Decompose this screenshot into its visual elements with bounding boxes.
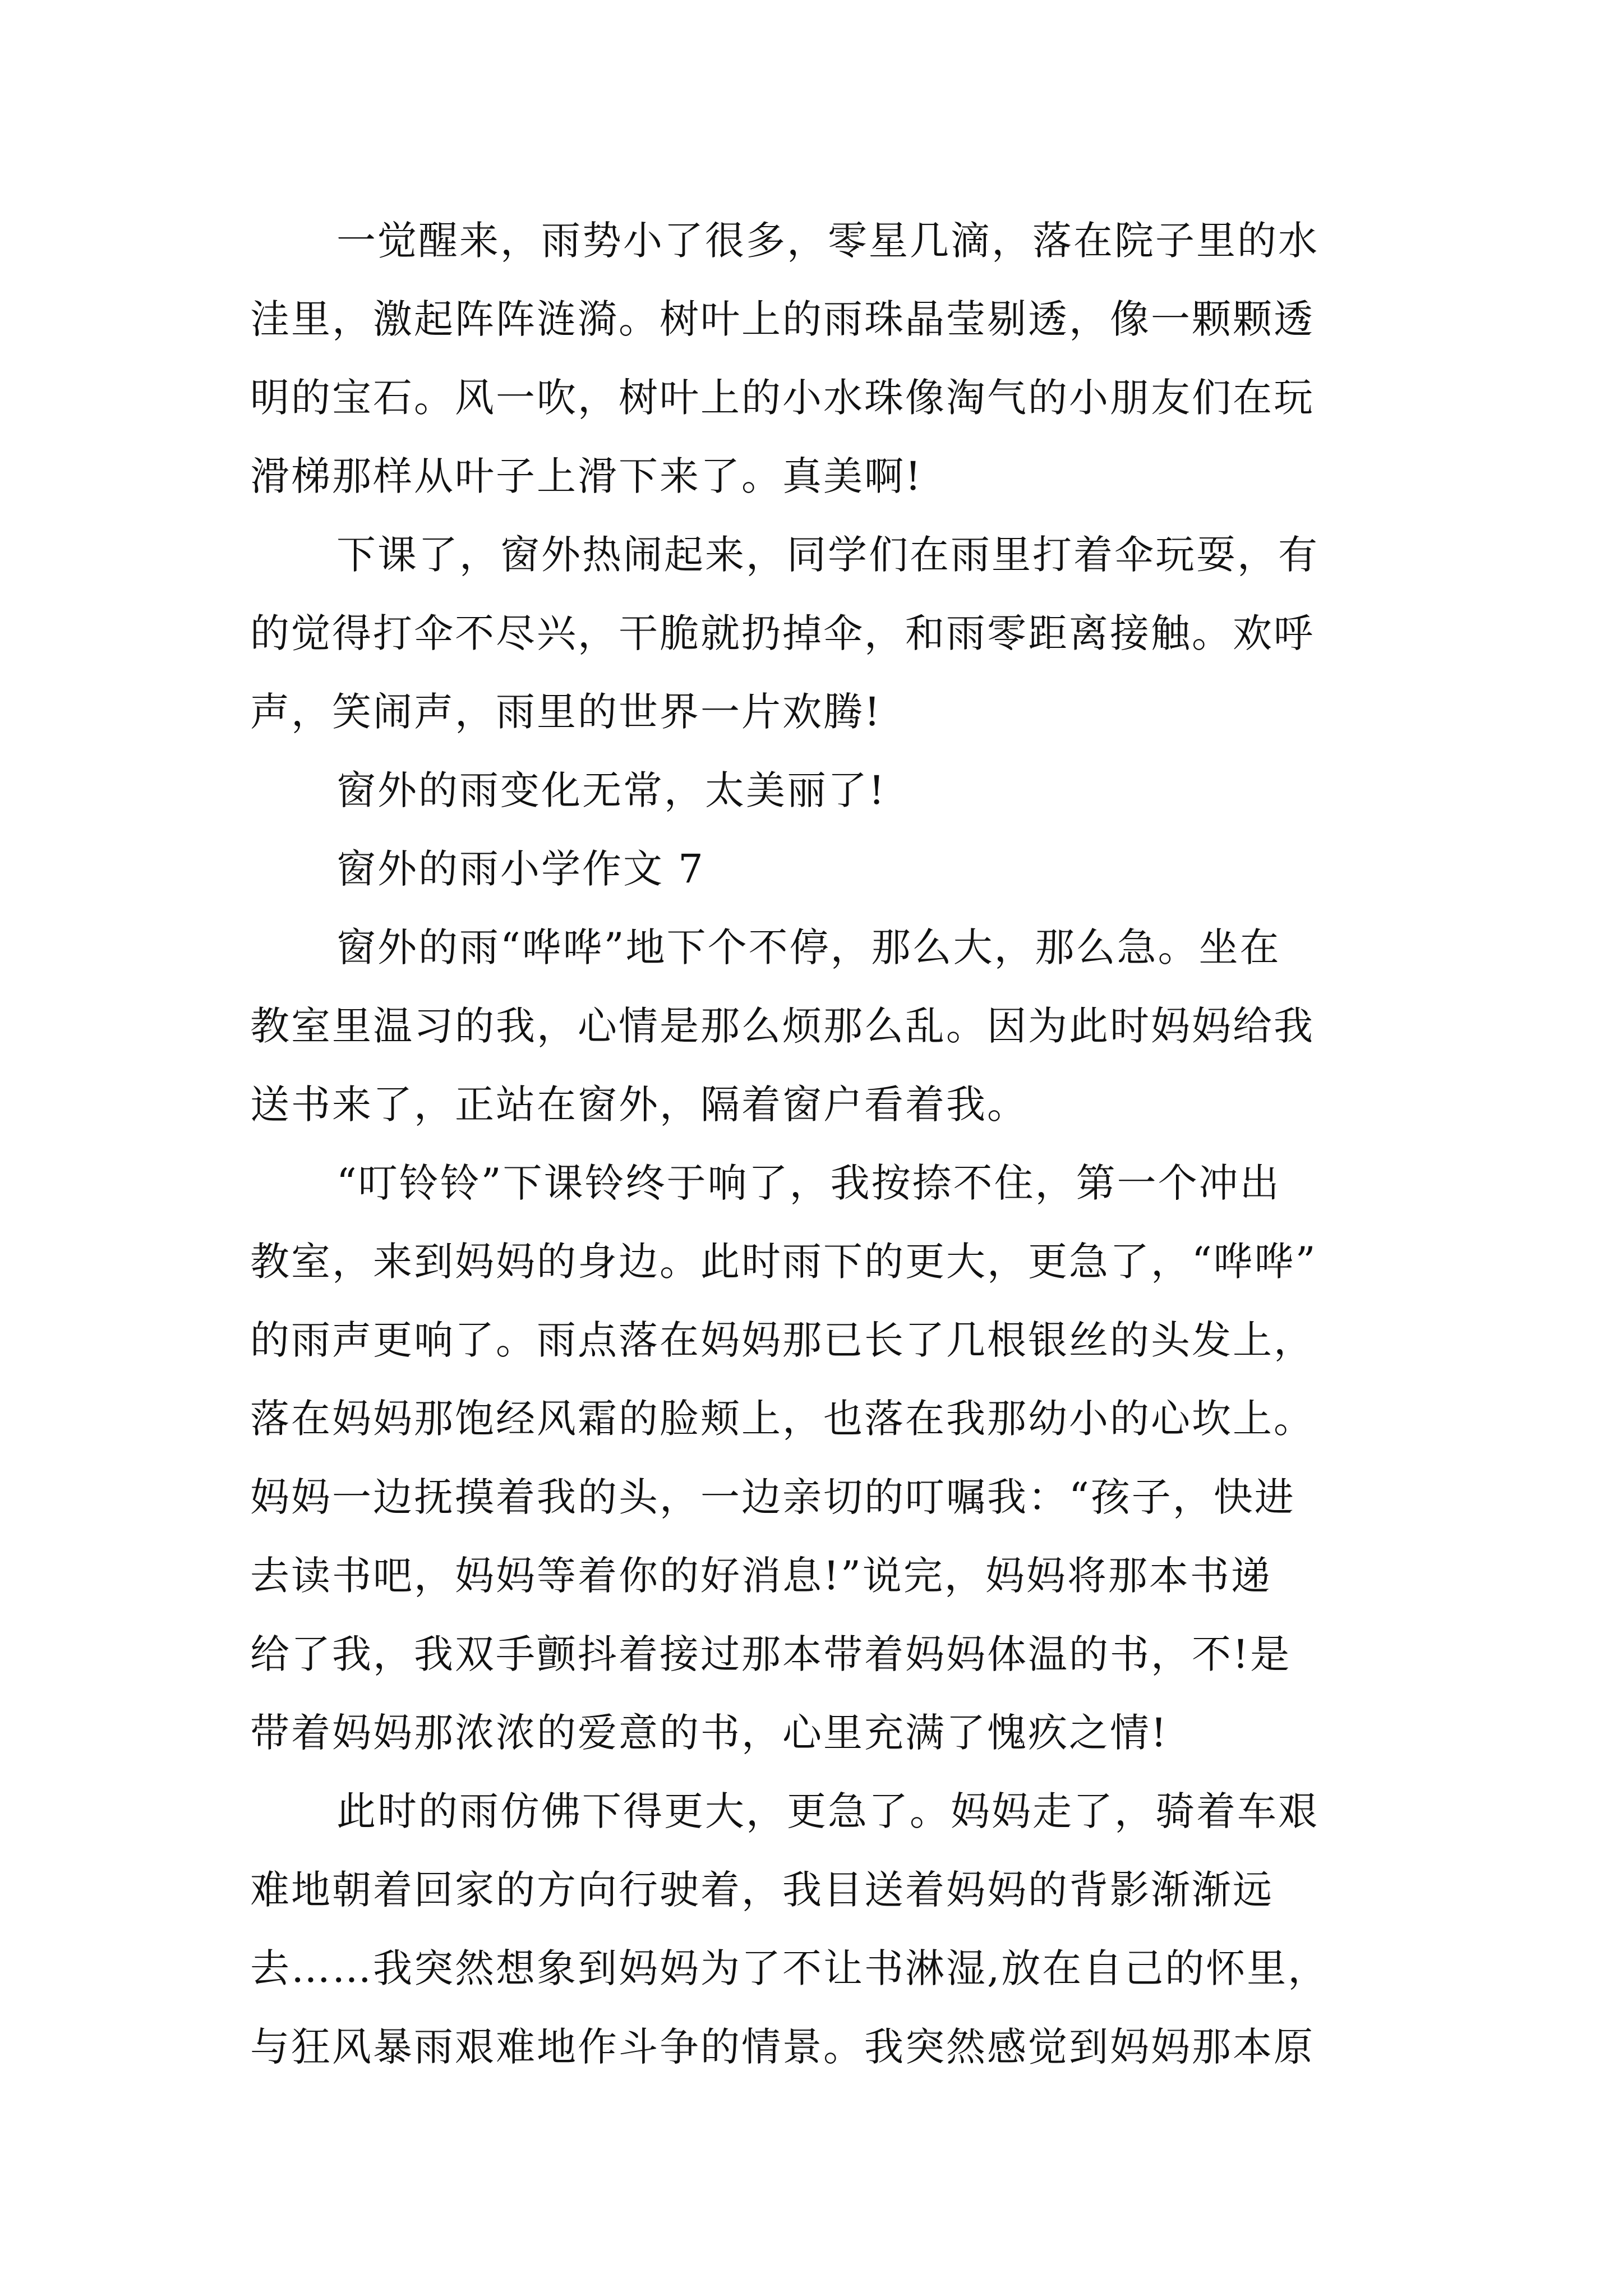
text-line: 教室里温习的我，心情是那么烦那么乱。因为此时妈妈给我 [250, 1003, 1315, 1049]
text-line: 送书来了，正站在窗外，隔着窗户看着我。 [250, 1082, 1028, 1128]
text-line: 窗外的雨变化无常，太美丽了! [336, 767, 887, 813]
text-line: 去读书吧，妈妈等着你的好消息!”说完，妈妈将那本书递 [250, 1553, 1272, 1599]
text-line: 下课了，窗外热闹起来，同学们在雨里打着伞玩耍，有 [336, 532, 1319, 578]
text-line: 的觉得打伞不尽兴，干脆就扔掉伞，和雨零距离接触。欢呼 [250, 610, 1315, 656]
text-line: 教室，来到妈妈的身边。此时雨下的更大，更急了，“哗哗” [250, 1239, 1317, 1285]
text-line: 此时的雨仿佛下得更大，更急了。妈妈走了，骑着车艰 [336, 1788, 1319, 1834]
text-line: 给了我，我双手颤抖着接过那本带着妈妈体温的书，不!是 [250, 1631, 1292, 1677]
text-line: 窗外的雨“哗哗”地下个不停，那么大，那么急。坐在 [336, 924, 1281, 970]
text-line: 一觉醒来，雨势小了很多，零星几滴，落在院子里的水 [336, 218, 1319, 264]
text-line: 妈妈一边抚摸着我的头，一边亲切的叮嘱我：“孩子，快进 [250, 1474, 1295, 1520]
text-line: 落在妈妈那饱经风霜的脸颊上，也落在我那幼小的心坎上。 [250, 1396, 1315, 1442]
text-line: 声，笑闹声，雨里的世界一片欢腾! [250, 689, 882, 735]
text-line: 带着妈妈那浓浓的爱意的书，心里充满了愧疚之情! [250, 1710, 1169, 1756]
text-line: 与狂风暴雨艰难地作斗争的情景。我突然感觉到妈妈那本原 [250, 2024, 1315, 2070]
text-line: 洼里，激起阵阵涟漪。树叶上的雨珠晶莹剔透，像一颗颗透 [250, 296, 1315, 342]
text-line: 滑梯那样从叶子上滑下来了。真美啊! [250, 453, 923, 499]
text-line: 难地朝着回家的方向行驶着，我目送着妈妈的背影渐渐远 [250, 1867, 1274, 1913]
text-line: 去……我突然想象到妈妈为了不让书淋湿,放在自己的怀里， [250, 1945, 1329, 1991]
text-line: “叮铃铃”下课铃终于响了，我按捺不住，第一个冲出 [336, 1160, 1281, 1206]
text-line: 的雨声更响了。雨点落在妈妈那已长了几根银丝的头发上， [250, 1317, 1315, 1363]
text-line: 明的宝石。风一吹，树叶上的小水珠像淘气的小朋友们在玩 [250, 375, 1315, 421]
section-heading: 窗外的雨小学作文 7 [336, 846, 705, 892]
